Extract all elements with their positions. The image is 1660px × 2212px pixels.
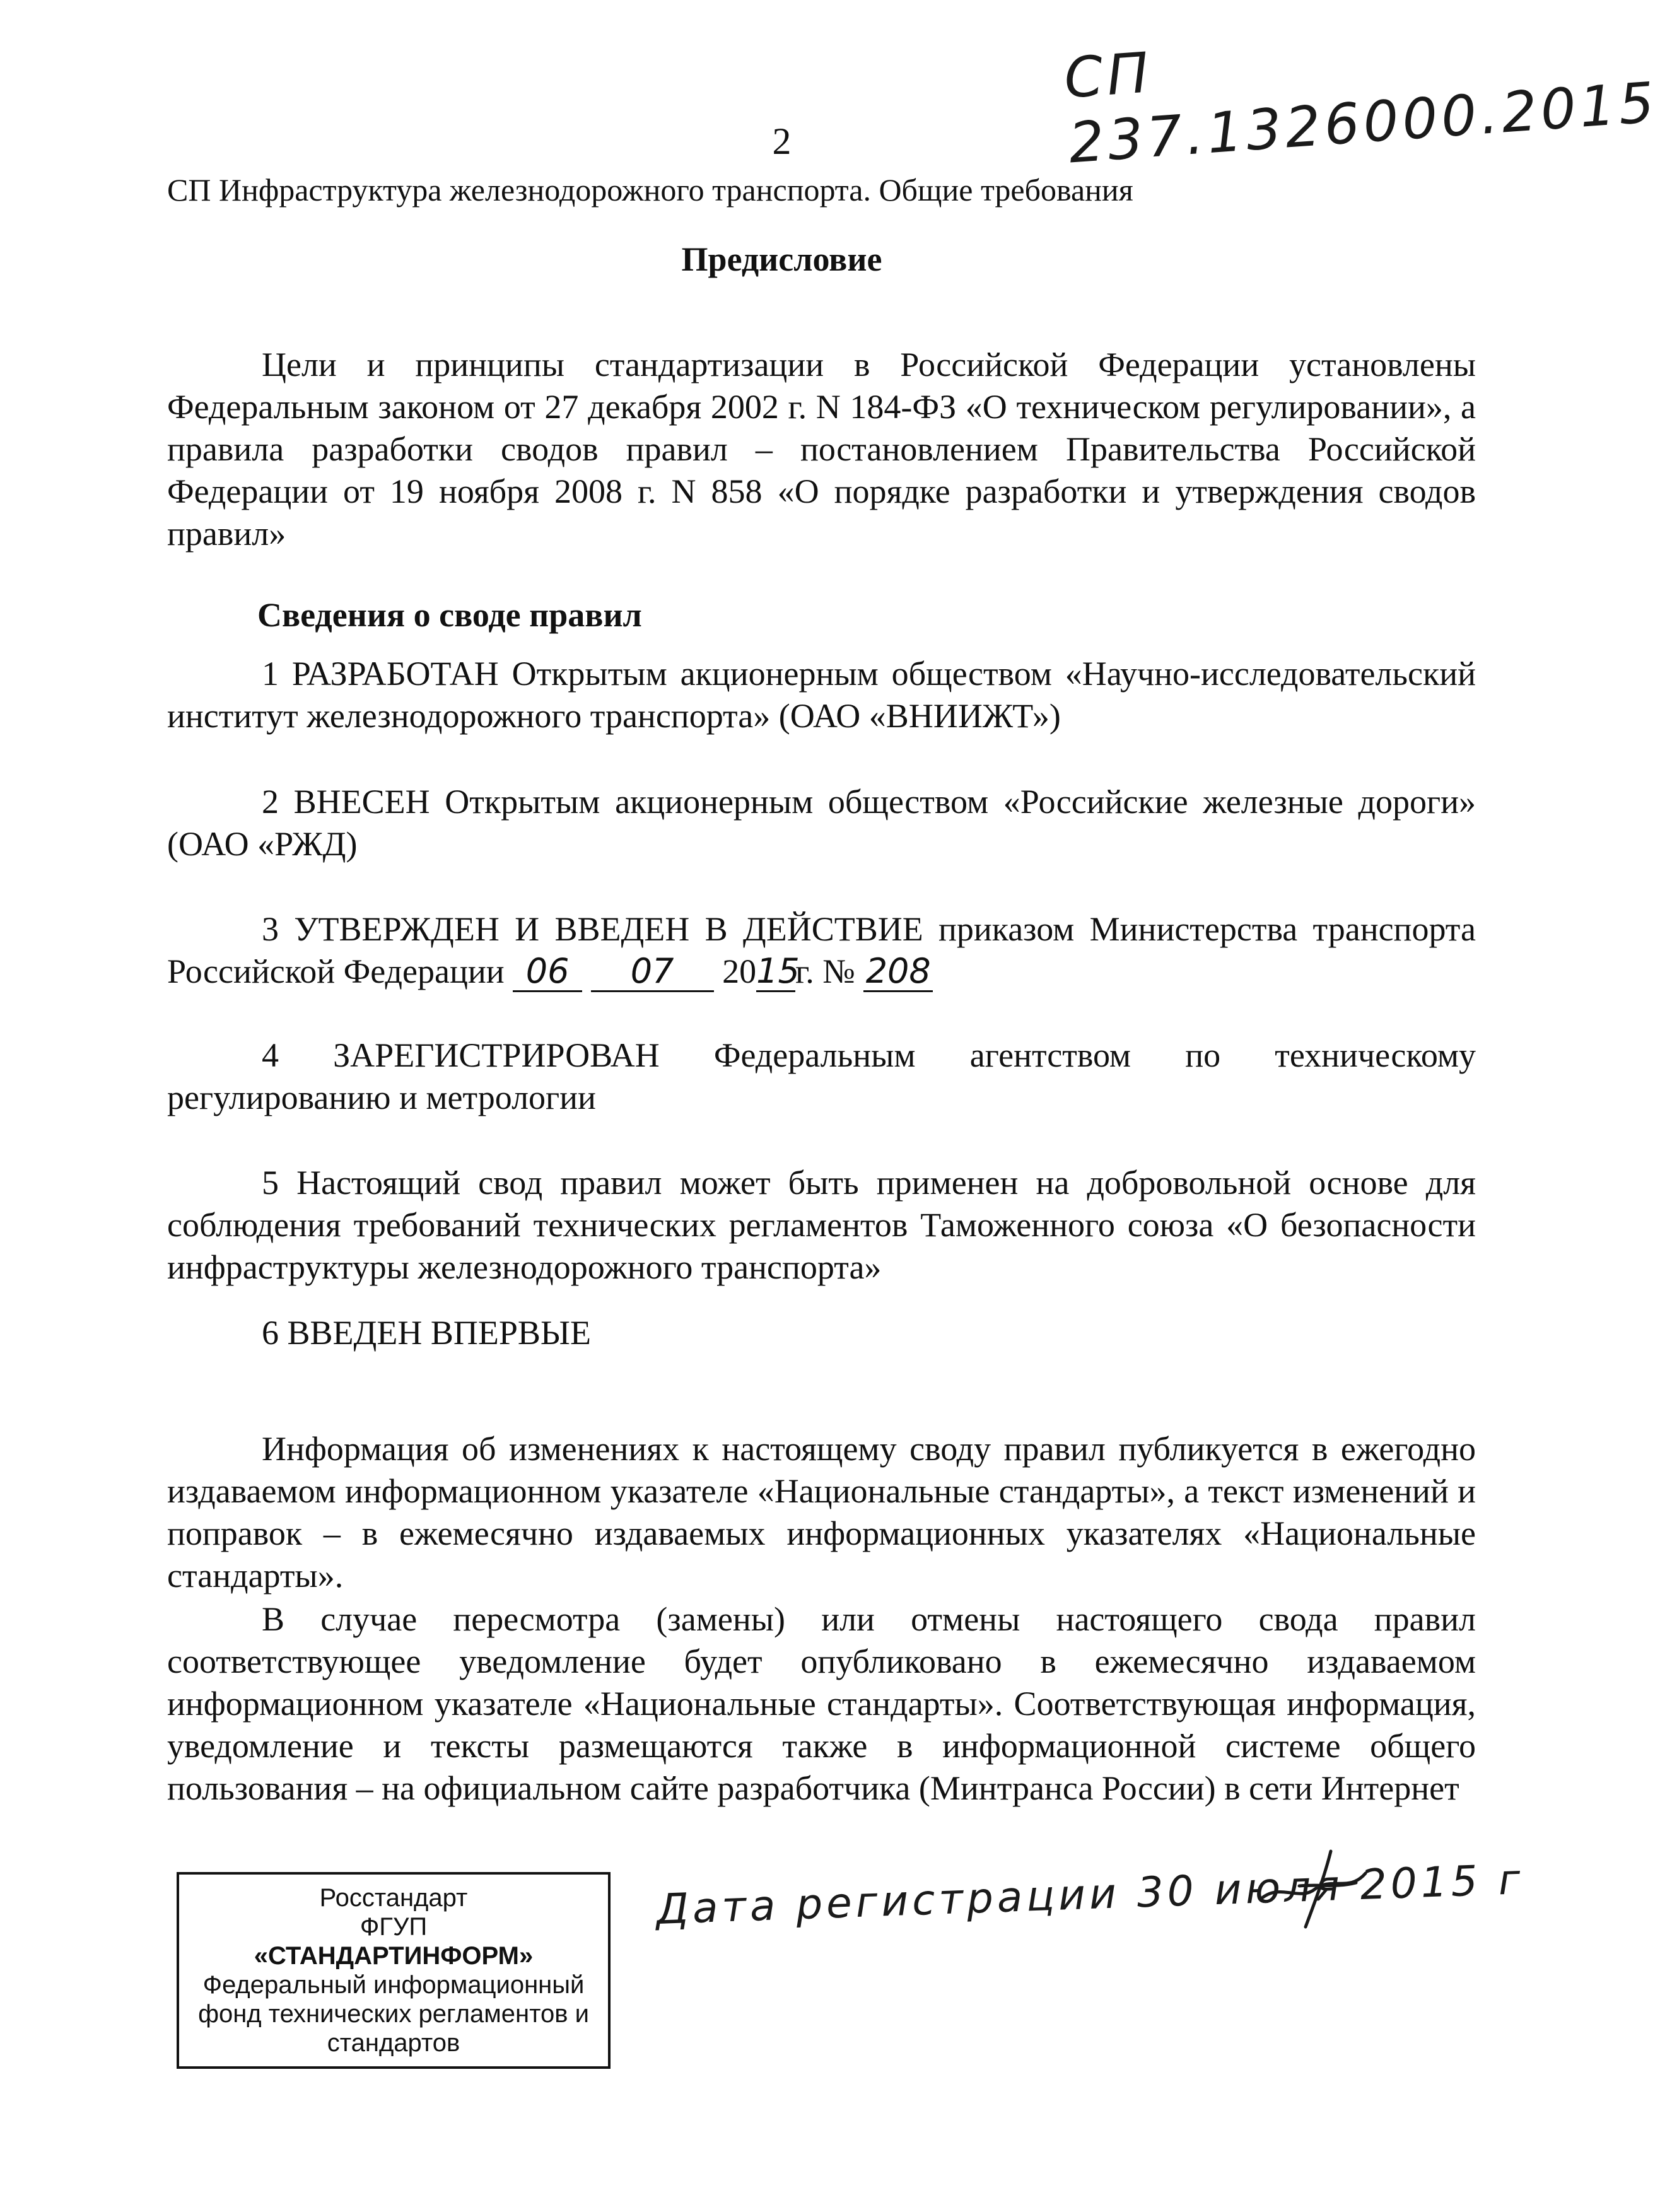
order-year-unit: г. [795, 952, 814, 990]
header-title: СП Инфраструктура железнодорожного транспорта. Общие требования [167, 172, 1133, 208]
order-year-suffix-field: 15 [756, 951, 800, 991]
item-registered: 4 ЗАРЕГИСТРИРОВАН Федеральным агентством по техническому регулированию и метрологии [167, 1036, 1476, 1116]
order-year-prefix: 20 [722, 952, 757, 990]
revision-paragraph: В случае пересмотра (замены) или отмены настоящего свода правил соответствующее уведомление будет опубликовано в ежемесячно издаваемом информационном указателе «Национальные стандарты». Соответствующая информация, уведомление и тексты размещаются также в информационной системе общего пользования – на официальном сайте разработчика (Минтранса России) в сети Интернет [167, 1600, 1476, 1807]
handwritten-registration-date: Дата регистрации 30 июля 2015 г [655, 1855, 1525, 1934]
page-number: 2 [772, 120, 792, 162]
order-day-field: 06 [513, 952, 582, 992]
registration-stamp [177, 1872, 611, 2069]
signature-icon [1255, 1839, 1381, 1933]
order-month-field: 07 [591, 952, 714, 992]
item-approved [167, 908, 1476, 993]
order-number-field: 208 [863, 952, 933, 992]
stamp-line-2: ФГУП [359, 1913, 428, 1941]
info-changes-paragraph: Информация об изменениях к настоящему своду правил публикуется в ежегодно издаваемом информационном указателе «Национальные стандарты», а текст изменений и поправок – в ежемесячно издаваемых информационных указателях «Национальные стандарты». [167, 1430, 1476, 1595]
stamp-line-4: Федеральный информационный [202, 1971, 585, 1999]
item-developed: 1 РАЗРАБОТАН Открытым акционерным обществом «Научно-исследовательский институт железнодорожного транспорта» (ОАО «ВНИИЖТ») [167, 655, 1476, 735]
preface-paragraph: Цели и принципы стандартизации в Российской Федерации установлены Федеральным законом от 27 декабря 2002 г. N 184-ФЗ «О техническом регулировании», а правила разработки сводов правил – постановлением Правительства Российской Федерации от 19 ноября 2008 г. N 858 «О порядке разработки и утверждения сводов правил» [167, 346, 1476, 553]
section-title: Предисловие [681, 240, 882, 278]
item-submitted: 2 ВНЕСЕН Открытым акционерным обществом «Российские железные дороги» (ОАО «РЖД) [167, 783, 1476, 863]
stamp-line-5: фонд технических регламентов и [198, 2000, 589, 2028]
handwritten-registration-number: СП 237.1326000.2015 [1061, 40, 1660, 176]
item-first-introduced: 6 ВВЕДЕН ВПЕРВЫЕ [262, 1314, 591, 1352]
item-voluntary-application: 5 Настоящий свод правил может быть применен на добровольной основе для соблюдения требований технических регламентов Таможенного союза «О безопасности инфраструктуры железнодорожного транспорта» [167, 1164, 1476, 1286]
stamp-line-3: «СТАНДАРТИНФОРМ» [254, 1942, 534, 1970]
stamp-line-6: стандартов [327, 2029, 460, 2057]
stamp-line-1: Росстандарт [319, 1884, 468, 1912]
order-number-sign: № [822, 952, 855, 990]
info-heading: Сведения о своде правил [257, 596, 642, 634]
item-approved-text: 3 УТВЕРЖДЕН И ВВЕДЕН В ДЕЙСТВИЕ приказом Министерства транспорта Российской Федерации [167, 910, 1476, 990]
